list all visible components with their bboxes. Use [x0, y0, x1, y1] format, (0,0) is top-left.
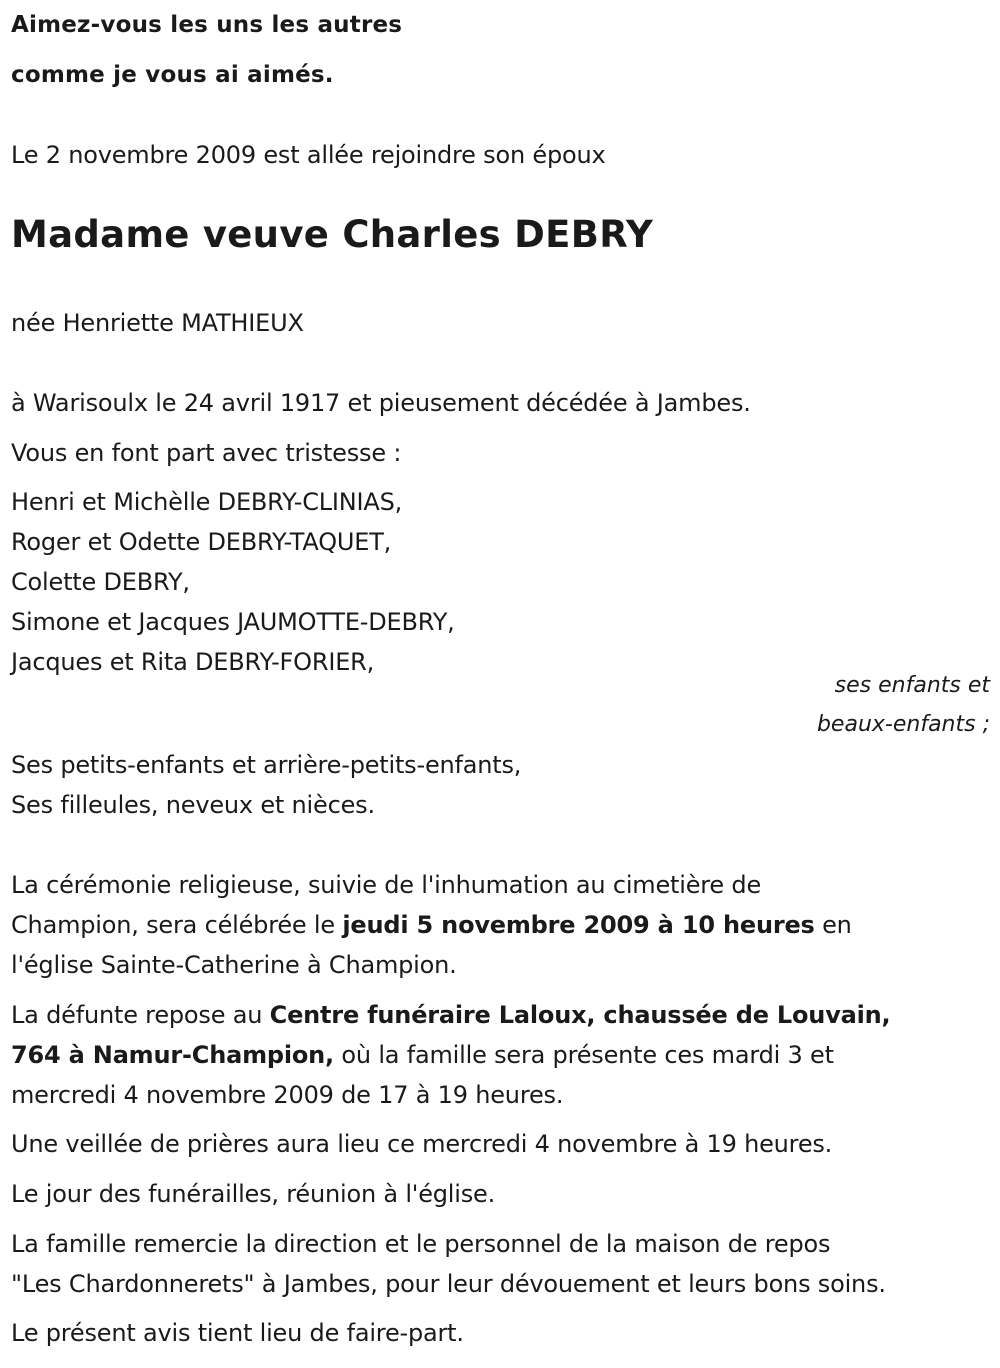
- repose-line-1-text: La défunte repose au: [11, 1001, 270, 1029]
- announcers-intro: Vous en font part avec tristesse :: [11, 439, 402, 467]
- ceremony-line-2: [11, 910, 852, 940]
- funeral-center-name: Centre funéraire Laloux, chaussée de Louvain,: [269, 1001, 891, 1029]
- ceremony-line-2-end: en: [814, 911, 852, 939]
- child-entry: Colette DEBRY,: [11, 568, 190, 596]
- repose-line-2: [11, 1040, 834, 1070]
- children-relation-line-1: ses enfants et: [834, 673, 990, 698]
- repose-line-3: mercredi 4 novembre 2009 de 17 à 19 heures.: [11, 1081, 564, 1109]
- birth-death-text: à Warisoulx le 24 avril 1917 et pieusement décédée à Jambes.: [11, 389, 751, 417]
- repose-line-2-text: où la famille sera présente ces mardi 3 et: [333, 1041, 834, 1069]
- child-entry: Henri et Michèlle DEBRY-CLINIAS,: [11, 488, 403, 516]
- children-relation-line-2: beaux-enfants ;: [816, 712, 990, 737]
- closing-text: Le présent avis tient lieu de faire-part.: [11, 1319, 464, 1347]
- repose-line-1: [11, 1000, 890, 1030]
- deceased-name: Madame veuve Charles DEBRY: [11, 213, 654, 256]
- ceremony-date: jeudi 5 novembre 2009 à 10 heures: [342, 911, 815, 939]
- family-entry: Ses filleules, neveux et nièces.: [11, 791, 375, 819]
- family-entry: Ses petits-enfants et arrière-petits-enfants,: [11, 751, 522, 779]
- epigraph-line-1: Aimez-vous les uns les autres: [11, 12, 403, 38]
- child-entry: Roger et Odette DEBRY-TAQUET,: [11, 528, 392, 556]
- intro-text: Le 2 novembre 2009 est allée rejoindre son époux: [11, 141, 606, 169]
- child-entry: Simone et Jacques JAUMOTTE-DEBRY,: [11, 608, 455, 636]
- funeral-meeting-text: Le jour des funérailles, réunion à l'église.: [11, 1180, 496, 1208]
- ceremony-line-3: l'église Sainte-Catherine à Champion.: [11, 951, 457, 979]
- thanks-line-2: "Les Chardonnerets" à Jambes, pour leur dévouement et leurs bons soins.: [11, 1270, 886, 1298]
- child-entry: Jacques et Rita DEBRY-FORIER,: [11, 648, 375, 676]
- epigraph-line-2: comme je vous ai aimés.: [11, 62, 334, 88]
- ceremony-line-1: La cérémonie religieuse, suivie de l'inhumation au cimetière de: [11, 871, 762, 899]
- maiden-name: née Henriette MATHIEUX: [11, 309, 304, 337]
- funeral-center-address: 764 à Namur-Champion,: [11, 1041, 334, 1069]
- ceremony-line-2-text: Champion, sera célébrée le: [11, 911, 343, 939]
- thanks-line-1: La famille remercie la direction et le personnel de la maison de repos: [11, 1230, 831, 1258]
- vigil-text: Une veillée de prières aura lieu ce mercredi 4 novembre à 19 heures.: [11, 1130, 833, 1158]
